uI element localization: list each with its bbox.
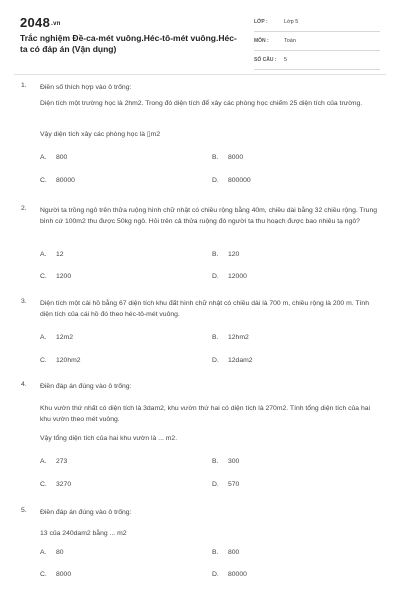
option-letter: C. (40, 273, 47, 280)
option-text: 12m2 (56, 334, 74, 341)
meta-subject-row (254, 35, 380, 51)
option-d[interactable] (212, 481, 239, 488)
option-letter: C. (40, 571, 47, 578)
option-letter: B. (212, 334, 219, 341)
option-text: 1200 (56, 273, 72, 280)
option-letter: D. (212, 357, 219, 364)
question-instruction: Điền số thích hợp vào ô trống: (40, 84, 132, 91)
option-text: 300 (228, 458, 240, 465)
question-instruction: Người ta trồng ngô trên thửa ruộng hình chữ nhật có chiều rộng bằng 40m, chiều dài bằng 32 chiều rộng. Trung bình cứ 100m2 thu được 50kg ngô. Hỏi trên cả thửa ruộng đó người ta thu hoạch được bao nhiêu tạ ngô? (40, 207, 378, 225)
option-letter: A. (40, 458, 47, 465)
question-number: 5. (21, 507, 27, 514)
meta-subject-value: Toán (284, 38, 296, 44)
option-b[interactable] (212, 458, 239, 465)
option-letter: B. (212, 251, 219, 258)
option-a[interactable] (40, 458, 67, 465)
question-number: 3. (21, 298, 27, 305)
option-letter: C. (40, 357, 47, 364)
option-b[interactable] (212, 334, 249, 341)
logo-text: 2048 (20, 15, 51, 30)
logo-suffix: .vn (51, 20, 61, 27)
option-letter: A. (40, 549, 47, 556)
option-a[interactable] (40, 549, 64, 556)
option-letter: A. (40, 154, 47, 161)
option-letter: C. (40, 177, 47, 184)
option-a[interactable] (40, 251, 64, 258)
option-text: 8000 (56, 571, 72, 578)
option-d[interactable] (212, 273, 247, 280)
question-prompt: Vậy tổng diện tích của hai khu vườn là ... m2. (40, 435, 178, 442)
option-b[interactable] (212, 154, 243, 161)
option-a[interactable] (40, 154, 67, 161)
question-instruction: Điền đáp án đúng vào ô trống: (40, 383, 132, 390)
option-b[interactable] (212, 549, 239, 556)
option-d[interactable] (212, 177, 251, 184)
option-letter: B. (212, 458, 219, 465)
site-logo[interactable] (20, 15, 61, 30)
question-body: Khu vườn thứ nhất có diện tích là 3dam2, khu vườn thứ hai có diện tích là 270m2. Tính tổng diện tích của hai khu vườn theo mét vuông. (40, 405, 371, 423)
option-text: 12dam2 (228, 357, 253, 364)
option-letter: D. (212, 481, 219, 488)
option-letter: B. (212, 549, 219, 556)
option-letter: A. (40, 251, 47, 258)
option-b[interactable] (212, 251, 239, 258)
option-text: 570 (228, 481, 240, 488)
option-letter: D. (212, 273, 219, 280)
option-c[interactable] (40, 273, 71, 280)
meta-count-label: SỐ CÂU : (254, 57, 277, 63)
option-letter: C. (40, 481, 47, 488)
question-body: Diện tích một trường học là 2hm2. Trong đó diện tích để xây các phòng học chiếm 25 diện tích của trường. (40, 100, 363, 107)
worksheet-header (0, 0, 400, 68)
question-number: 2. (21, 205, 27, 212)
option-c[interactable] (40, 177, 75, 184)
option-text: 120 (228, 251, 240, 258)
meta-count-value: 5 (284, 57, 288, 63)
question-prompt: Vậy diện tích xây các phòng học là ▯m2 (40, 131, 161, 138)
option-d[interactable] (212, 357, 253, 364)
option-d[interactable] (212, 571, 247, 578)
question-number: 4. (21, 381, 27, 388)
question-instruction: Điền đáp án đúng vào ô trống: (40, 509, 132, 516)
option-text: 120hm2 (56, 357, 81, 364)
option-letter: D. (212, 177, 219, 184)
option-letter: B. (212, 154, 219, 161)
option-letter: A. (40, 334, 47, 341)
option-text: 12000 (228, 273, 247, 280)
option-text: 80000 (228, 571, 247, 578)
meta-class-label: LỚP : (254, 19, 268, 25)
option-a[interactable] (40, 334, 73, 341)
option-c[interactable] (40, 571, 71, 578)
option-text: 12 (56, 251, 64, 258)
document-title: Trắc nghiệm Đề-ca-mét vuông.Héc-tô-mét vuông.Héc-ta có đáp án (Vận dụng) (20, 33, 237, 54)
meta-subject-label: MÔN : (254, 38, 269, 44)
option-c[interactable] (40, 357, 81, 364)
option-text: 3270 (56, 481, 72, 488)
option-text: 800000 (228, 177, 251, 184)
meta-class-row (254, 16, 380, 32)
question-body: 13 của 240dam2 bằng ... m2 (40, 530, 127, 537)
option-c[interactable] (40, 481, 71, 488)
option-text: 12hm2 (228, 334, 249, 341)
question-instruction: Diện tích một cái hồ bằng 67 diện tích khu đất hình chữ nhật có chiều dài là 700 m, chiều rộng là 200 m. Tính diện tích của cái hồ đó theo héc-tô-mét vuông. (40, 300, 369, 318)
option-text: 273 (56, 458, 68, 465)
worksheet-meta (254, 16, 380, 73)
header-divider (14, 74, 386, 75)
option-text: 800 (56, 154, 68, 161)
option-letter: D. (212, 571, 219, 578)
option-text: 800 (228, 549, 240, 556)
meta-count-row (254, 54, 380, 70)
option-text: 8000 (228, 154, 244, 161)
meta-class-value: Lớp 5 (284, 19, 299, 25)
option-text: 80000 (56, 177, 75, 184)
question-number: 1. (21, 82, 27, 89)
option-text: 80 (56, 549, 64, 556)
